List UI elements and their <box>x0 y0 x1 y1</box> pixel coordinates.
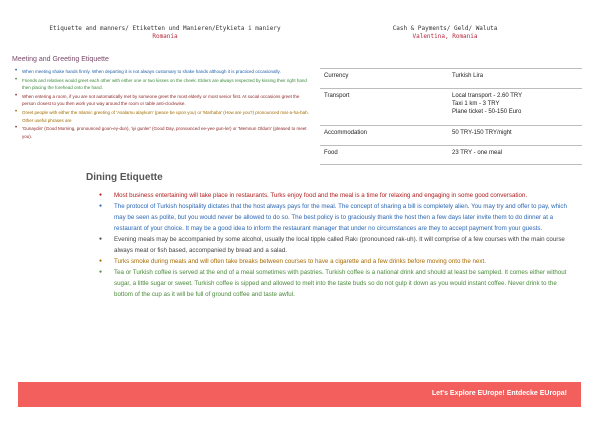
meeting-item: • Friends and relatives would greet each other with either one or two kisses on the cheek. Elders are always respected by kissing their right hand then placing the forehead onto the hand. <box>22 77 310 92</box>
cash-value-line: 23 TRY - one meal <box>452 150 503 156</box>
meeting-section <box>12 56 310 141</box>
cash-value-line: 50 TRY-150 TRY/night <box>452 130 512 136</box>
cash-value <box>448 89 582 126</box>
dining-item: ● Tea or Turkish coffee is served at the end of a meal sometimes with pastries. Turkish coffee is a national drink and should at least be sampled. It comes either without sugar, a little sugar or sweet. Turkish coffee is sipped and allowed to melt into the taste buds so do not gulp it down as you would instant coffee. Never drink to the bottom of the cup as it will be full of ground coffee and taste awful. <box>114 267 570 300</box>
header-etiquette-subtitle: Romania <box>152 33 178 40</box>
cash-value-line: Turkish Lira <box>452 73 484 79</box>
cash-value <box>448 146 582 165</box>
dining-title: Dining Etiquette <box>86 172 163 183</box>
cash-label: Accommodation <box>320 126 448 146</box>
footer-banner <box>18 382 581 407</box>
header-cash <box>330 25 560 41</box>
footer-slogan: Let's Explore EUrope! Entdecke EUropa! <box>431 390 567 397</box>
meeting-item: • 'Gunaydin' (Good Morning, pronounced goon-ey-dun), 'iyi gunler' (Good Day, pronounced ee-yee gun-ler) or 'Memnun Oldum' (pleased to meet you). <box>22 125 310 140</box>
meeting-item: • When entering a room, if you are not automatically met by someone greet the most elderly or most senior first. At social occasions greet the person closest to you then work your way around the room or table anti-clockwise. <box>22 93 310 108</box>
cash-table <box>320 68 582 165</box>
meeting-item: • Greet people with either the Islamic greeting of 'Asalamu alaykum' (peace be upon you) or 'Marhaba' (How are you?) pronounced mar-a-ha-bah. Other useful phrases are <box>22 109 310 124</box>
cash-row <box>320 146 582 165</box>
dining-item: ● The protocol of Turkish hospitality dictates that the host always pays for the meal. The concept of sharing a bill is completely alien. You may try and offer to pay, which may be seen as polite, but you would never be allowed to do so. The best policy is to graciously thank the host then a few days later invite them to do dinner at a restaurant of your choice. It may be a good idea to inform the restaurant manager that under no circumstances are they to accept payment from your guests. <box>114 201 570 234</box>
meeting-item: • When meeting shake hands firmly. When departing it is not always customary to shake hands although it is practiced occasionally. <box>22 68 310 76</box>
cash-row <box>320 69 582 89</box>
header-etiquette <box>40 25 290 41</box>
cash-label: Currency <box>320 69 448 89</box>
cash-value <box>448 126 582 146</box>
dining-item: ● Most business entertaining will take place in restaurants. Turks enjoy food and the meal is a time for relaxing and engaging in some good conversation. <box>114 190 570 201</box>
meeting-title: Meeting and Greeting Etiquette <box>12 56 109 63</box>
cash-row <box>320 126 582 146</box>
cash-row <box>320 89 582 126</box>
dining-item: ● Turks smoke during meals and will often take breaks between courses to have a cigarette and a few drinks before moving onto the next. <box>114 256 570 267</box>
cash-value <box>448 69 582 89</box>
cash-value-line: Plane ticket - 50-150 Euro <box>452 109 522 115</box>
dining-item: ● Evening meals may be accompanied by some alcohol, usually the local tipple called Rakı (pronounced rak-uh). It will comprise of a few courses with the main course always meat or fish based, accompanied by bread and a salad. <box>114 234 570 256</box>
dining-section <box>96 190 570 300</box>
cash-label: Food <box>320 146 448 165</box>
cash-value-line: Local transport - 2.60 TRY <box>452 93 523 99</box>
header-etiquette-title: Etiquette and manners/ Etiketten und Manieren/Etykieta i maniery <box>49 25 281 32</box>
header-cash-subtitle: Valentina, Romania <box>412 33 478 40</box>
cash-label: Transport <box>320 89 448 126</box>
header-cash-title: Cash & Payments/ Geld/ Waluta <box>392 25 498 32</box>
cash-value-line: Taxi 1 km - 3 TRY <box>452 101 500 107</box>
